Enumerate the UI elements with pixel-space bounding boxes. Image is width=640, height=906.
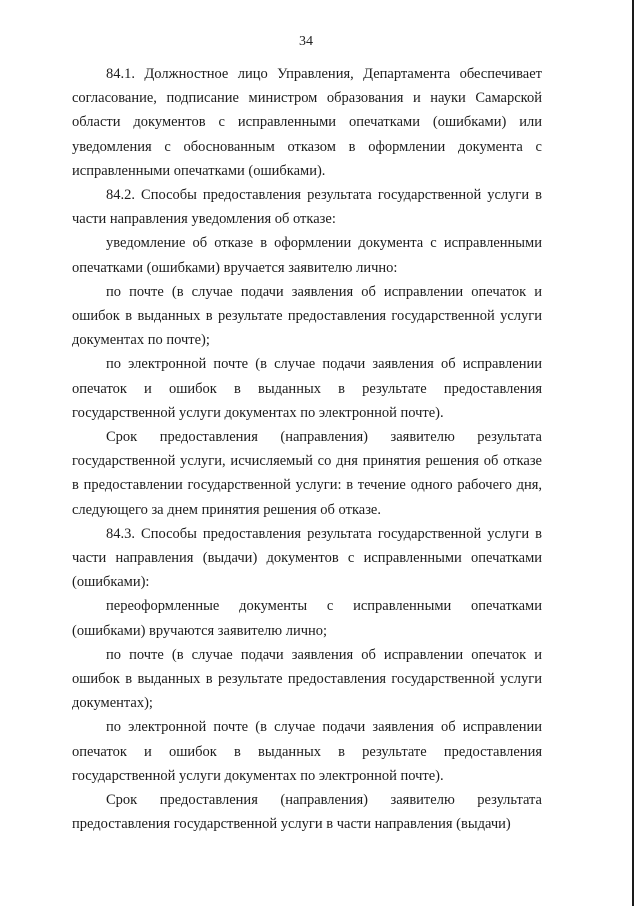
paragraph-84-2: 84.2. Способы предоставления результата государственной услуги в части направления уведомления об отказе: — [72, 187, 542, 228]
paragraph-refusal-notice: уведомление об отказе в оформлении документа с исправленными опечатками (ошибками) вручается заявителю лично: — [72, 235, 542, 276]
paragraph-by-post: по почте (в случае подачи заявления об исправлении опечаток и ошибок в выданных в результате предоставления государственной услуги документах по почте); — [72, 283, 542, 349]
paragraph-reissued-docs: переоформленные документы с исправленными опечатками (ошибками) вручаются заявителю лично; — [72, 598, 542, 639]
paragraph-deadline-issue: Срок предоставления (направления) заявителю результата предоставления государственной услуги в части направления (выдачи) — [72, 792, 542, 833]
paragraph-84-1: 84.1. Должностное лицо Управления, Департамента обеспечивает согласование, подписание министром образования и науки Самарской области документов с исправленными опечатками (ошибками) или уведомления с обоснованным отказом в оформлении документа с исправленными опечатками (ошибками). — [72, 66, 542, 179]
paragraph-deadline-refusal: Срок предоставления (направления) заявителю результата государственной услуги, исчисляемый со дня принятия решения об отказе в предоставлении государственной услуги: в течение одного рабочего дня, следующего за днем принятия решения об отказе. — [72, 429, 542, 518]
page-number: 34 — [299, 34, 313, 49]
document-body — [72, 62, 542, 837]
scan-edge-line — [632, 0, 634, 906]
paragraph-84-3: 84.3. Способы предоставления результата государственной услуги в части направления (выдачи) документов с исправленными опечатками (ошибками): — [72, 525, 542, 591]
paragraph-by-post-2: по почте (в случае подачи заявления об исправлении опечаток и ошибок в выданных в результате предоставления государственной услуги документах); — [72, 646, 542, 712]
paragraph-by-email: по электронной почте (в случае подачи заявления об исправлении опечаток и ошибок в выданных в результате предоставления государственной услуги документах по электронной почте). — [72, 356, 542, 421]
paragraph-by-email-2: по электронной почте (в случае подачи заявления об исправлении опечаток и ошибок в выданных в результате предоставления государственной услуги документах по электронной почте). — [72, 719, 542, 784]
